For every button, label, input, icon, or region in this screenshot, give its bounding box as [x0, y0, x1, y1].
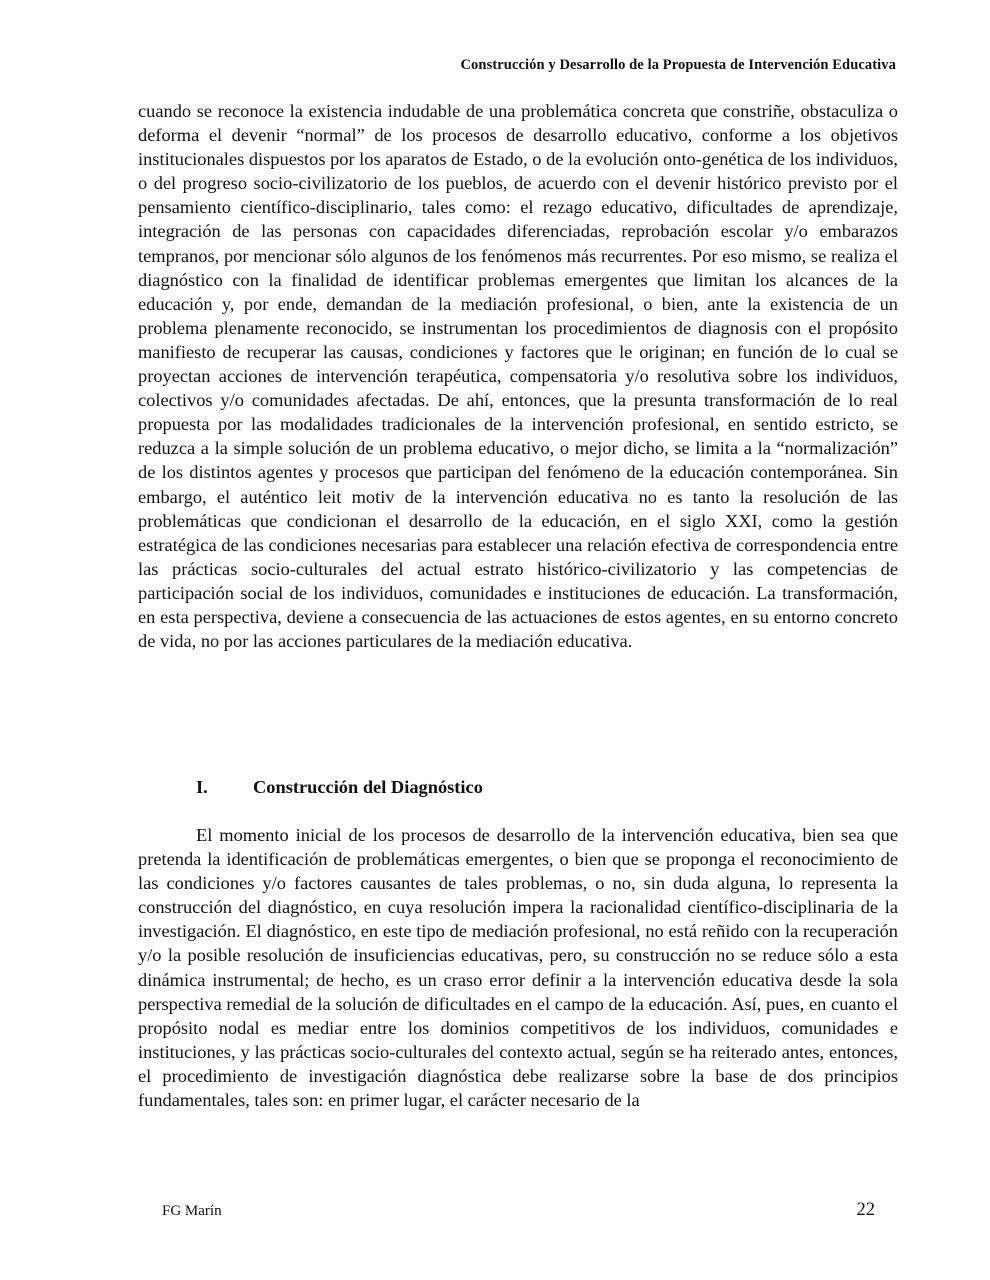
section-number: I.	[196, 777, 208, 797]
running-header-title: Construcción y Desarrollo de la Propuesta de Intervención Educativa	[460, 57, 896, 73]
section-title: Construcción del Diagnóstico	[253, 777, 483, 797]
body-paragraph-1: cuando se reconoce la existencia indudable de una problemática concreta que constriñe, obstaculiza o deforma el devenir “normal” de los procesos de desarrollo educativo, conforme a los objetivos institucionales dispuestos por los aparatos de Estado, o de la evolución onto-genética de los individuos, o del progreso socio-civilizatorio de los pueblos, de acuerdo con el devenir histórico previsto por el pensamiento científico-disciplinario, tales como: el rezago educativo, dificultades de aprendizaje, integración de las personas con capacidades diferenciadas, reprobación escolar y/o embarazos tempranos, por mencionar sólo algunos de los fenómenos más recurrentes. Por eso mismo, se realiza el diagnóstico con la finalidad de identificar problemas emergentes que limitan los alcances de la educación y, por ende, demandan de la mediación profesional, o bien, ante la existencia de un problema plenamente reconocido, se instrumentan los procedimientos de diagnosis con el propósito manifiesto de recuperar las causas, condiciones y factores que le originan; en función de lo cual se proyectan acciones de intervención terapéutica, compensatoria y/o resolutiva sobre los individuos, colectivos y/o comunidades afectadas. De ahí, entonces, que la presunta transformación de lo real propuesta por las modalidades tradicionales de la intervención profesional, en sentido estricto, se reduzca a la simple solución de un problema educativo, o mejor dicho, se limita a la “normalización” de los distintos agentes y procesos que participan del fenómeno de la educación contemporánea. Sin embargo, el auténtico leit motiv de la intervención educativa no es tanto la resolución de las problemáticas que condicionan el desarrollo de la educación, en el siglo XXI, como la gestión estratégica de las condiciones necesarias para establecer una relación efectiva de correspondencia entre las prácticas socio-culturales del actual estrato histórico-civilizatorio y las competencias de participación social de los individuos, comunidades e instituciones de educación. La transformación, en esta perspectiva, deviene a consecuencia de las actuaciones de estos agentes, en su entorno concreto de vida, no por las acciones particulares de la mediación educativa.	[138, 101, 898, 652]
body-paragraph-2: El momento inicial de los procesos de desarrollo de la intervención educativa, bien sea que pretenda la identificación de problemáticas emergentes, o bien que se proponga el reconocimiento de las condiciones y/o factores causantes de tales problemas, o no, sin duda alguna, lo representa la construcción del diagnóstico, en cuya resolución impera la racionalidad científico-disciplinaria de la investigación. El diagnóstico, en este tipo de mediación profesional, no está reñido con la recuperación y/o la posible resolución de insuficiencias educativas, pero, su construcción no se reduce sólo a esta dinámica instrumental; de hecho, es un craso error definir a la intervención educativa desde la sola perspectiva remedial de la solución de dificultades en el campo de la educación. Así, pues, en cuanto el propósito nodal es mediar entre los dominios competitivos de los individuos, comunidades e instituciones, y las prácticas socio-culturales del contexto actual, según se ha reiterado antes, entonces, el procedimiento de investigación diagnóstica debe realizarse sobre la base de dos principios fundamentales, tales son: en primer lugar, el carácter necesario de la	[138, 825, 898, 1111]
footer-author: FG Marín	[162, 1203, 222, 1219]
section-heading	[138, 775, 898, 799]
document-body	[138, 99, 898, 1209]
page-number: 22	[856, 1200, 875, 1220]
